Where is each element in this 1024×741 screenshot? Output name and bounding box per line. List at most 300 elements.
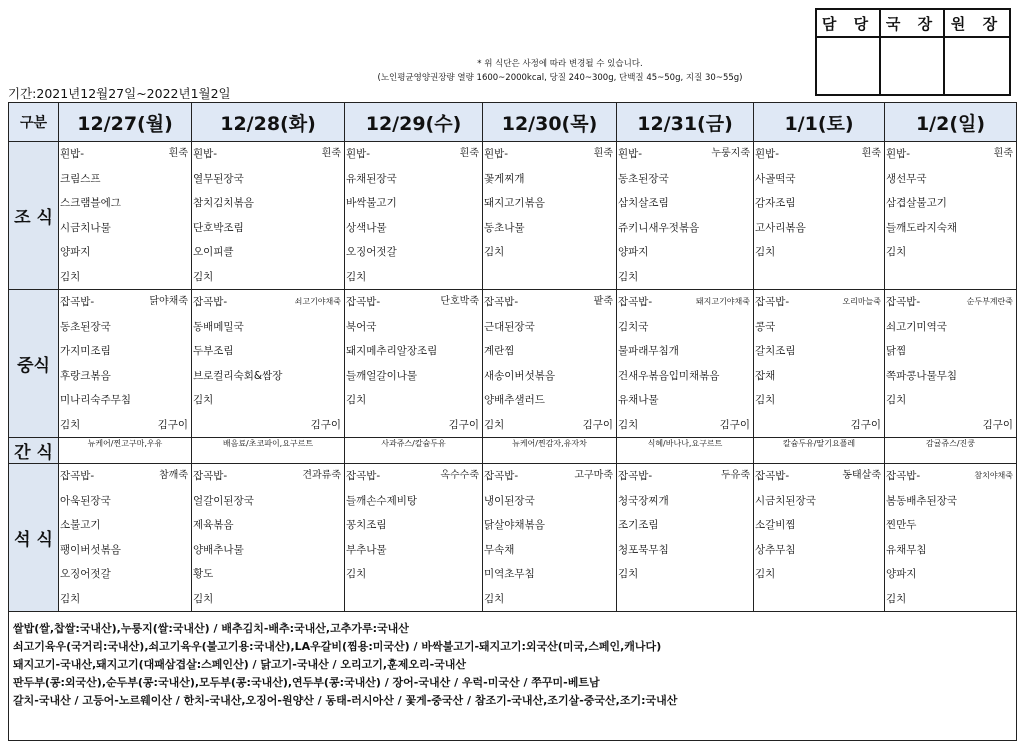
menu-item-text: 꽃게찌개 (484, 172, 525, 185)
menu-item (885, 413, 1016, 438)
menu-item (59, 562, 191, 587)
menu-item-text: 김치 (886, 246, 907, 258)
menu-item-text: 제육볶음 (193, 519, 234, 531)
snack-cell: 식혜/바나나,요구르트 (617, 438, 754, 464)
menu-item-text: 시금치된장국 (755, 494, 816, 507)
lunch-cell (754, 290, 885, 438)
menu-item-text: 부추나물 (346, 543, 387, 556)
menu-item (754, 388, 884, 413)
menu-item-text: 김치 (886, 592, 907, 605)
porridge: 흰죽 (993, 148, 1013, 159)
rice: 흰밥- (755, 148, 780, 160)
menu-item-text: 얼갈이된장국 (193, 494, 254, 507)
porridge: 누룽지죽 (711, 148, 750, 159)
rice: 흰밥- (618, 148, 643, 160)
menu-item (59, 538, 191, 563)
menu-item (754, 167, 884, 192)
rice: 잡곡밥- (886, 470, 921, 482)
menu-item-text: 김치 (60, 592, 81, 605)
menu-item (345, 167, 482, 192)
porridge: 닭야채죽 (149, 296, 188, 307)
porridge: 팥죽 (593, 296, 613, 307)
menu-item (754, 489, 884, 514)
rice: 흰밥- (193, 148, 218, 160)
lunch-cell (483, 290, 617, 438)
origin-info (9, 612, 1017, 741)
menu-item (192, 513, 344, 538)
menu-item-text: 돼지메추리알장조림 (346, 345, 438, 357)
menu-item-text: 김구이 (850, 418, 881, 431)
dinner-row (9, 464, 1017, 612)
rice: 잡곡밥- (193, 296, 228, 308)
rice: 잡곡밥- (346, 470, 381, 482)
menu-item (617, 240, 753, 265)
menu-item-text: 김치 (886, 394, 907, 406)
menu-item (192, 413, 344, 438)
breakfast-cell (59, 142, 192, 290)
menu-item-text: 김치 (618, 418, 639, 431)
menu-item (345, 364, 482, 389)
porridge: 흰죽 (459, 148, 479, 159)
menu-item (885, 513, 1016, 538)
menu-item-text: 들깨손수제비탕 (346, 494, 418, 507)
menu-item (345, 240, 482, 265)
lunch-cell (345, 290, 483, 438)
rice: 잡곡밥- (755, 470, 790, 482)
menu-item-text: 스크램블에그 (60, 197, 121, 209)
lunch-row (9, 290, 1017, 438)
menu-item-text: 동초된장국 (618, 172, 669, 185)
dinner-label: 석 식 (9, 464, 59, 612)
menu-item (192, 167, 344, 192)
menu-item-text: 조기조림 (618, 519, 659, 531)
menu-item-text: 김구이 (582, 418, 613, 431)
origin-line: 쇠고기육우(국거리:국내산),쇠고기육우(불고기용:국내산),LA우갈비(찜용:미국산) / 바싹불고기-돼지고기:외국산(미국,스페인,캐나다) (13, 640, 662, 653)
menu-item (885, 489, 1016, 514)
menu-item (192, 364, 344, 389)
rice-line (885, 290, 1016, 315)
menu-item (59, 513, 191, 538)
menu-item-text: 청국장찌개 (618, 494, 669, 507)
lunch-cell (59, 290, 192, 438)
menu-item (192, 587, 344, 612)
rice-line (617, 290, 753, 315)
menu-item-text: 김치 (346, 394, 367, 406)
menu-item-text: 김치 (484, 418, 505, 431)
dinner-cell (754, 464, 885, 612)
menu-item-text: 양파지 (886, 568, 917, 580)
menu-item (345, 265, 482, 290)
menu-item (754, 315, 884, 340)
menu-item (754, 364, 884, 389)
menu-item (885, 587, 1016, 612)
lunch-cell (617, 290, 754, 438)
menu-item-text: 참치김치볶음 (193, 197, 254, 209)
rice-line (192, 142, 344, 167)
menu-item (885, 216, 1016, 241)
menu-item (59, 315, 191, 340)
menu-item (617, 538, 753, 563)
menu-item-text: 아욱된장국 (60, 494, 111, 507)
rice-line (483, 142, 616, 167)
menu-item (483, 240, 616, 265)
menu-item (754, 538, 884, 563)
menu-item (345, 489, 482, 514)
menu-item-text: 소불고기 (60, 519, 101, 531)
menu-item (345, 315, 482, 340)
menu-item (617, 216, 753, 241)
menu-item-text: 황도 (193, 568, 214, 580)
dinner-cell (617, 464, 754, 612)
porridge: 두유죽 (721, 470, 750, 481)
rice-line (483, 290, 616, 315)
lunch-cell (885, 290, 1017, 438)
menu-item-text: 고사리볶음 (755, 221, 806, 234)
menu-item (345, 562, 482, 587)
menu-item-text: 소갈비찜 (755, 519, 796, 531)
dinner-cell (345, 464, 483, 612)
rice: 잡곡밥- (484, 470, 519, 482)
rice-line (754, 290, 884, 315)
porridge: 돼지고기야채죽 (695, 297, 750, 306)
menu-item-text: 유채나물 (618, 394, 659, 406)
lunch-cell (192, 290, 345, 438)
rice-line (192, 464, 344, 489)
rice-line (192, 290, 344, 315)
porridge: 흰죽 (168, 148, 188, 159)
menu-item (885, 191, 1016, 216)
snack-label: 간 식 (9, 438, 59, 464)
rice-line (59, 464, 191, 489)
approval-box (815, 8, 1011, 96)
rice-line (345, 142, 482, 167)
menu-item (885, 538, 1016, 563)
menu-item (345, 513, 482, 538)
menu-item (483, 388, 616, 413)
rice: 잡곡밥- (755, 296, 790, 308)
menu-table (8, 102, 1017, 741)
menu-item-text: 김치 (618, 568, 639, 580)
menu-item-text: 유채된장국 (346, 172, 397, 185)
menu-item (483, 216, 616, 241)
day-header: 12/27(월) (59, 103, 192, 142)
menu-item-text: 생선무국 (886, 172, 927, 185)
rice: 잡곡밥- (618, 470, 653, 482)
menu-item-text: 갈치조림 (755, 345, 796, 357)
menu-item-text: 무속채 (484, 543, 515, 556)
menu-item (483, 513, 616, 538)
menu-item-text: 두부조림 (193, 345, 234, 357)
menu-item-text: 단호박조림 (193, 221, 244, 234)
menu-item-text: 꽁치조림 (346, 519, 387, 531)
porridge: 오리마늘죽 (842, 297, 881, 306)
menu-item-text: 김치 (484, 592, 505, 605)
menu-item-text: 김구이 (719, 418, 750, 431)
menu-item (192, 315, 344, 340)
rice: 흰밥- (346, 148, 371, 160)
menu-item-text: 브로컬리숙회&쌈장 (193, 369, 283, 382)
menu-item (617, 339, 753, 364)
menu-item-text: 쥬키니새우젓볶음 (618, 221, 700, 234)
menu-item-text: 돼지고기볶음 (484, 197, 545, 209)
menu-item-text: 김구이 (448, 418, 479, 431)
menu-item (192, 191, 344, 216)
menu-item-text: 상추무침 (755, 543, 796, 556)
approval-sign-director (880, 37, 944, 95)
menu-item-text: 김치 (193, 270, 214, 283)
rice: 흰밥- (60, 148, 85, 160)
menu-item-text: 미역초무침 (484, 568, 535, 580)
day-header: 1/1(토) (754, 103, 885, 142)
menu-item-text: 김치 (755, 394, 776, 406)
porridge: 단호박죽 (440, 296, 479, 307)
menu-item (885, 240, 1016, 265)
menu-item (483, 413, 616, 438)
day-header: 12/29(수) (345, 103, 483, 142)
header-row (9, 103, 1017, 142)
porridge: 순두부계란죽 (966, 297, 1013, 306)
rice: 잡곡밥- (484, 296, 519, 308)
menu-item (885, 388, 1016, 413)
menu-item (754, 191, 884, 216)
menu-item (617, 191, 753, 216)
menu-item-text: 김치국 (618, 320, 649, 333)
menu-item (192, 538, 344, 563)
menu-item-text: 쪽파콩나물무침 (886, 369, 958, 382)
breakfast-row (9, 142, 1017, 290)
menu-item-text: 들깨얼갈이나물 (346, 369, 418, 382)
origin-line: 돼지고기-국내산,돼지고기(대패삼겹살:스페인산) / 닭고기-국내산 / 오리고기,훈제오리-국내산 (13, 658, 467, 671)
menu-item (754, 216, 884, 241)
dinner-cell (192, 464, 345, 612)
menu-item-text: 동배메밀국 (193, 320, 244, 333)
porridge: 흰죽 (321, 148, 341, 159)
menu-item (345, 388, 482, 413)
menu-item-text: 동초된장국 (60, 320, 111, 333)
menu-item-text: 양파지 (60, 246, 91, 258)
menu-item (345, 216, 482, 241)
menu-item (754, 413, 884, 438)
approval-sign-manager (816, 37, 880, 95)
menu-item-text: 새송이버섯볶음 (484, 369, 556, 382)
porridge: 참치야채죽 (974, 471, 1013, 480)
menu-item-text: 김치 (755, 568, 776, 580)
day-header: 12/30(목) (483, 103, 617, 142)
day-header: 12/31(금) (617, 103, 754, 142)
menu-item (754, 339, 884, 364)
menu-item (754, 240, 884, 265)
snack-cell: 칼슘두유/딸기요플레 (754, 438, 885, 464)
menu-item (192, 265, 344, 290)
snack-cell: 사과쥬스/칼슘두유 (345, 438, 483, 464)
day-header: 1/2(일) (885, 103, 1017, 142)
nutrition-notice: (노인평균영양권장량 열량 1600~2000kcal, 당질 240~300g, 단백질 45~50g, 지질 30~55g) (377, 73, 743, 83)
rice-line (345, 464, 482, 489)
menu-item (885, 315, 1016, 340)
rice-line (617, 142, 753, 167)
menu-item-text: 크림스프 (60, 172, 101, 185)
dinner-cell (59, 464, 192, 612)
menu-item (885, 562, 1016, 587)
porridge: 흰죽 (593, 148, 613, 159)
menu-item (345, 191, 482, 216)
day-header: 12/28(화) (192, 103, 345, 142)
menu-item (617, 315, 753, 340)
rice: 흰밥- (484, 148, 509, 160)
menu-item (617, 513, 753, 538)
menu-item (59, 265, 191, 290)
rice: 흰밥- (886, 148, 911, 160)
breakfast-label: 조 식 (9, 142, 59, 290)
menu-item-text: 양파지 (618, 246, 649, 258)
porridge: 동태살죽 (842, 470, 881, 481)
snack-row (9, 438, 1017, 464)
lunch-label: 중식 (9, 290, 59, 438)
menu-item (59, 489, 191, 514)
menu-item (59, 240, 191, 265)
menu-item (617, 413, 753, 438)
rice: 잡곡밥- (618, 296, 653, 308)
menu-item-text: 오이피클 (193, 246, 234, 258)
menu-item (59, 339, 191, 364)
menu-item-text: 김치 (60, 270, 81, 283)
menu-item-text: 냉이된장국 (484, 494, 535, 507)
menu-item-text: 봄동배추된장국 (886, 494, 958, 507)
menu-item (192, 240, 344, 265)
menu-item-text: 바싹불고기 (346, 197, 397, 209)
rice-line (885, 142, 1016, 167)
menu-item (192, 388, 344, 413)
menu-item-text: 근대된장국 (484, 320, 535, 333)
menu-item (59, 191, 191, 216)
rice-line (59, 142, 191, 167)
menu-item-text: 삼치살조림 (618, 197, 669, 209)
menu-item-text: 김치 (346, 270, 367, 283)
menu-item-text: 오징어젓갈 (346, 246, 397, 258)
menu-item-text: 미나리숙주무침 (60, 394, 132, 406)
rice: 잡곡밥- (346, 296, 381, 308)
menu-item-text: 북어국 (346, 320, 377, 333)
snack-cell: 배음료/초코파이,요구르트 (192, 438, 345, 464)
menu-item-text: 김치 (618, 270, 639, 283)
menu-item (617, 364, 753, 389)
menu-item-text: 열무된장국 (193, 172, 244, 185)
menu-item (192, 562, 344, 587)
menu-item-text: 김치 (193, 394, 214, 406)
menu-item (59, 167, 191, 192)
menu-item-text: 김치 (755, 246, 776, 258)
menu-item (483, 562, 616, 587)
origin-line: 쌀밥(쌀,찹쌀:국내산),누룽지(쌀:국내산) / 배추김치-배추:국내산,고추가루:국내산 (13, 622, 409, 635)
rice-line (754, 142, 884, 167)
menu-item-text: 유채무침 (886, 543, 927, 556)
menu-item (483, 489, 616, 514)
rice-line (885, 464, 1016, 489)
menu-item (59, 216, 191, 241)
menu-item-text: 건새우볶음입미채볶음 (618, 369, 720, 382)
origin-line: 판두부(콩:외국산),순두부(콩:국내산),모두부(콩:국내산),연두부(콩:국내산) / 장어-국내산 / 우럭-미국산 / 쭈꾸미-베트남 (13, 676, 600, 689)
menu-item-text: 김구이 (982, 418, 1013, 431)
menu-item-text: 후랑크볶음 (60, 369, 111, 382)
approval-manager: 담 당 (816, 9, 880, 37)
menu-item (754, 562, 884, 587)
menu-item (617, 265, 753, 290)
approval-director: 국 장 (880, 9, 944, 37)
menu-item-text: 들깨도라지숙채 (886, 221, 958, 234)
menu-item-text: 상색나물 (346, 221, 387, 234)
menu-item-text: 김치 (60, 418, 81, 431)
snack-cell: 뉴케어/찐고구마,우유 (59, 438, 192, 464)
menu-item (345, 413, 482, 438)
menu-item-text: 찐만두 (886, 519, 917, 531)
menu-item-text: 계란찜 (484, 345, 515, 357)
rice-line (483, 464, 616, 489)
origin-line: 갈치-국내산 / 고등어-노르웨이산 / 한치-국내산,오징어-원양산 / 동태-러시아산 / 꽃게-중국산 / 참조기-국내산,조기살-중국산,조기:국내산 (13, 694, 678, 707)
menu-item-text: 콩국 (755, 320, 776, 333)
porridge: 흰죽 (861, 148, 881, 159)
period: 기간:2021년12월27일~2022년1월2일 (8, 86, 231, 101)
menu-item-text: 양배추샐러드 (484, 394, 545, 406)
porridge: 참깨죽 (159, 470, 188, 481)
menu-item (483, 315, 616, 340)
menu-item (617, 562, 753, 587)
menu-item-text: 닭살야채볶음 (484, 519, 545, 531)
snack-cell: 감귤쥬스/진쿵 (885, 438, 1017, 464)
menu-item (617, 388, 753, 413)
menu-item-text: 김치 (193, 592, 214, 605)
origin-row (9, 612, 1017, 741)
menu-item-text: 김치 (484, 246, 505, 258)
menu-item (885, 339, 1016, 364)
menu-item-text: 청포묵무침 (618, 543, 669, 556)
menu-item-text: 닭찜 (886, 345, 907, 357)
menu-item-text: 감자조림 (755, 197, 796, 209)
menu-item (483, 339, 616, 364)
porridge: 옥수수죽 (440, 470, 479, 481)
menu-item-text: 동초나물 (484, 221, 525, 234)
menu-item-text: 양배추나물 (193, 543, 244, 556)
breakfast-cell (617, 142, 754, 290)
porridge: 견과류죽 (302, 470, 341, 481)
breakfast-cell (754, 142, 885, 290)
rice-line (345, 290, 482, 315)
breakfast-cell (192, 142, 345, 290)
breakfast-cell (885, 142, 1017, 290)
menu-item-text: 오징어젓갈 (60, 568, 111, 580)
menu-item-text: 김구이 (310, 418, 341, 431)
menu-item-text: 삼겹살불고기 (886, 197, 947, 209)
menu-item-text: 팽이버섯볶음 (60, 543, 121, 556)
approval-sign-head (944, 37, 1010, 95)
dinner-cell (885, 464, 1017, 612)
menu-item-text: 시금치나물 (60, 221, 111, 234)
menu-item (345, 339, 482, 364)
menu-item-text: 가지미조림 (60, 345, 111, 357)
menu-item-text: 김구이 (157, 418, 188, 431)
menu-item (59, 413, 191, 438)
menu-item (59, 388, 191, 413)
rice-line (59, 290, 191, 315)
rice: 잡곡밥- (193, 470, 228, 482)
menu-item (59, 587, 191, 612)
menu-item (59, 364, 191, 389)
menu-item (617, 489, 753, 514)
rice: 잡곡밥- (60, 296, 95, 308)
menu-item (345, 538, 482, 563)
menu-item (483, 167, 616, 192)
rice-line (754, 464, 884, 489)
menu-item (483, 538, 616, 563)
